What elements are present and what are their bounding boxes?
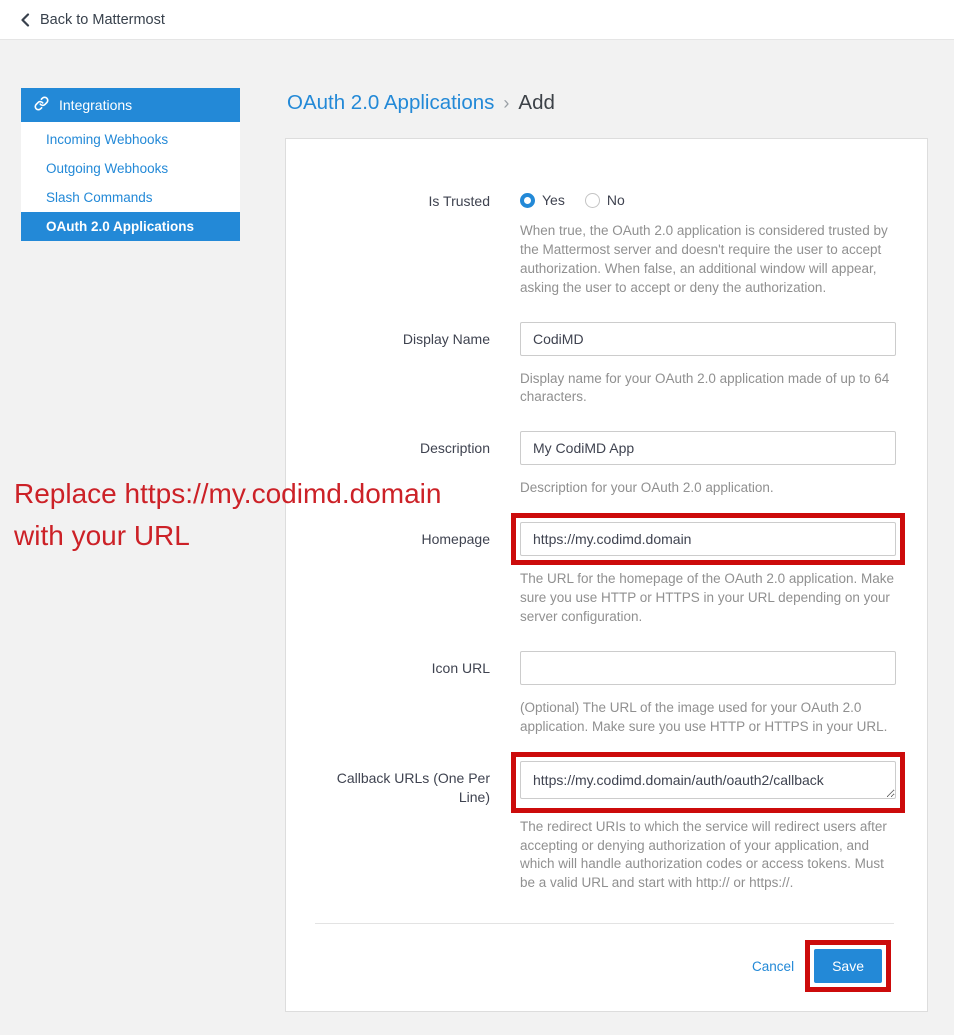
sidebar-item-slash-commands[interactable]: Slash Commands [46, 190, 153, 205]
top-bar [0, 0, 954, 40]
form-footer [315, 949, 894, 983]
radio-selected-icon[interactable] [520, 193, 535, 208]
cancel-button[interactable]: Cancel [752, 958, 795, 974]
breadcrumb [287, 91, 555, 115]
display-name-row [315, 322, 894, 408]
description-input[interactable] [520, 431, 896, 465]
oauth-add-form-panel [285, 138, 928, 1012]
is-trusted-radio-group [520, 189, 896, 208]
icon-url-label: Icon URL [431, 659, 490, 676]
callback-urls-textarea[interactable] [520, 761, 896, 799]
sidebar-header-integrations[interactable] [21, 88, 240, 122]
description-help-text: Description for your OAuth 2.0 application. [520, 480, 774, 496]
is-trusted-no-label: No [606, 192, 625, 208]
homepage-help-text: The URL for the homepage of the OAuth 2.0 application. Make sure you use HTTP or HTTPS in your URL depending on your server configuration. [520, 571, 894, 625]
back-link-label: Back to Mattermost [40, 11, 165, 28]
radio-unselected-icon[interactable] [585, 193, 600, 208]
display-name-label: Display Name [402, 330, 490, 347]
homepage-row [315, 522, 894, 627]
display-name-input[interactable] [520, 322, 896, 356]
icon-url-input[interactable] [520, 651, 896, 685]
homepage-label: Homepage [421, 531, 490, 548]
sidebar-header-label: Integrations [59, 97, 133, 113]
save-button[interactable]: Save [814, 949, 882, 983]
breadcrumb-current-add: Add [518, 91, 555, 114]
callback-urls-help-text: The redirect URIs to which the service will redirect users after accepting or denying authorization of your application, and which will handle authorization codes or access tokens. Must be a valid URL and start with http:// or https://. [520, 818, 887, 891]
is-trusted-yes-label: Yes [542, 192, 565, 208]
sidebar-items [21, 122, 240, 241]
footer-divider [315, 923, 894, 924]
breadcrumb-oauth-applications-link[interactable]: OAuth 2.0 Applications [287, 91, 495, 114]
description-label: Description [419, 440, 490, 457]
chevron-left-icon [20, 13, 31, 27]
is-trusted-label: Is Trusted [428, 193, 490, 209]
description-row [315, 431, 894, 498]
annotation-line-1: Replace https://my.codimd.domain [14, 478, 442, 509]
callback-urls-label: Callback URLs (One Per Line) [336, 769, 490, 805]
is-trusted-no-option[interactable] [585, 192, 625, 208]
is-trusted-help-text: When true, the OAuth 2.0 application is considered trusted by the Mattermost server and doesn't require the user to accept authorization. When false, an additional window will appear, asking the user to accept or deny the authorization. [520, 223, 888, 295]
icon-url-row [315, 651, 894, 737]
annotation-line-2: with your URL [14, 520, 190, 551]
is-trusted-row [315, 189, 894, 298]
integrations-sidebar [21, 88, 240, 241]
sidebar-item-incoming-webhooks[interactable]: Incoming Webhooks [46, 132, 169, 147]
sidebar-item-outgoing-webhooks[interactable]: Outgoing Webhooks [46, 161, 169, 176]
back-to-mattermost-link[interactable] [20, 12, 165, 28]
display-name-help-text: Display name for your OAuth 2.0 application made of up to 64 characters. [520, 370, 890, 405]
link-icon [34, 96, 49, 114]
icon-url-help-text: (Optional) The URL of the image used for your OAuth 2.0 application. Make sure you use HTTP or HTTPS in your URL. [520, 699, 888, 734]
is-trusted-yes-option[interactable] [520, 192, 565, 208]
callback-urls-row [315, 761, 894, 894]
sidebar-item-oauth-applications[interactable]: OAuth 2.0 Applications [21, 212, 240, 241]
breadcrumb-separator: › [503, 93, 510, 113]
homepage-input[interactable] [520, 522, 896, 556]
